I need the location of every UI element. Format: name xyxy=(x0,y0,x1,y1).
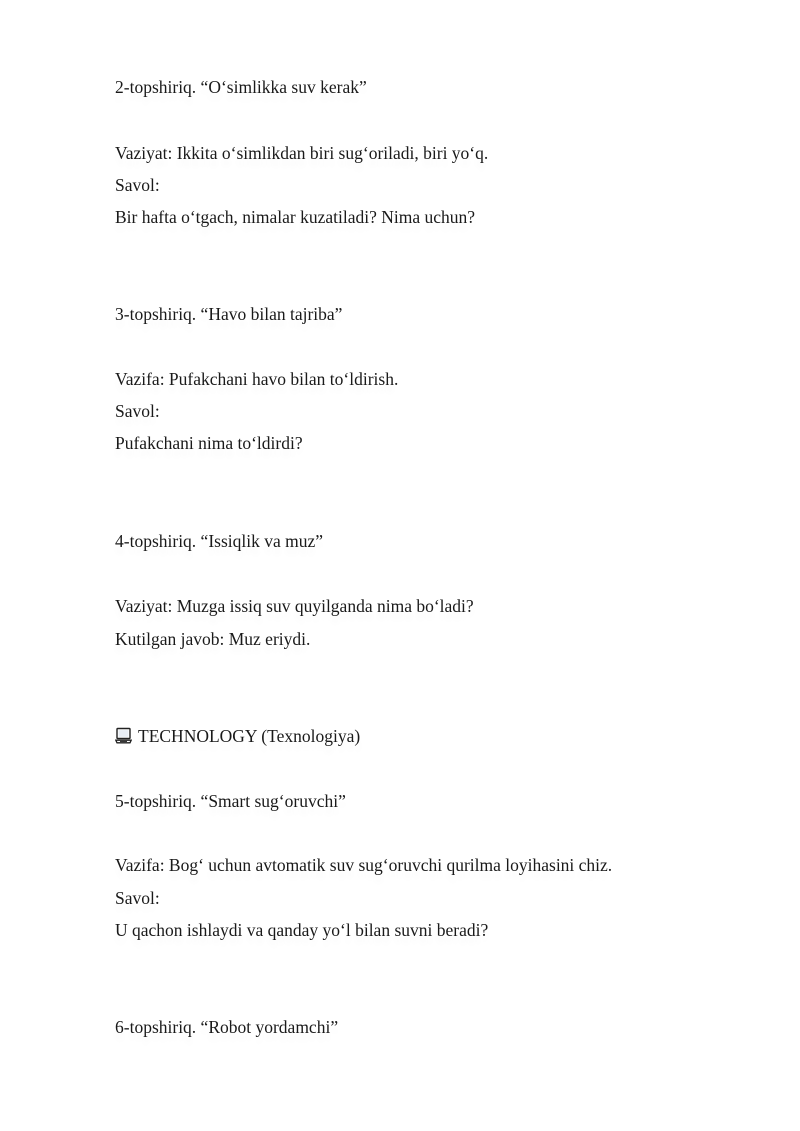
task-2-title: 2-topshiriq. “O‘simlikka suv kerak” xyxy=(115,77,367,97)
task-3-question-label: Savol: xyxy=(115,401,160,421)
technology-heading-text: TECHNOLOGY (Texnologiya) xyxy=(138,726,361,746)
task-2-situation: Vaziyat: Ikkita o‘simlikdan biri sug‘oriladi, biri yo‘q. xyxy=(115,143,489,163)
task-5-title: 5-topshiriq. “Smart sug‘oruvchi” xyxy=(115,791,346,811)
task-5-question-label: Savol: xyxy=(115,888,160,908)
task-3-question: Pufakchani nima to‘ldirdi? xyxy=(115,433,303,453)
task-3-task: Vazifa: Pufakchani havo bilan to‘ldirish. xyxy=(115,369,399,389)
task-5-task: Vazifa: Bog‘ uchun avtomatik suv sug‘oruvchi qurilma loyihasini chiz. xyxy=(115,855,613,875)
task-4-expected-answer: Kutilgan javob: Muz eriydi. xyxy=(115,629,311,649)
task-4-title: 4-topshiriq. “Issiqlik va muz” xyxy=(115,531,324,551)
task-3-title: 3-topshiriq. “Havo bilan tajriba” xyxy=(115,304,343,324)
technology-section-heading xyxy=(115,725,360,747)
task-6-title: 6-topshiriq. “Robot yordamchi” xyxy=(115,1017,339,1037)
task-5-question: U qachon ishlaydi va qanday yo‘l bilan suvni beradi? xyxy=(115,920,489,940)
task-2-question-label: Savol: xyxy=(115,175,160,195)
task-2-question: Bir hafta o‘tgach, nimalar kuzatiladi? Nima uchun? xyxy=(115,207,476,227)
computer-icon xyxy=(115,727,132,744)
task-4-situation: Vaziyat: Muzga issiq suv quyilganda nima bo‘ladi? xyxy=(115,596,474,616)
